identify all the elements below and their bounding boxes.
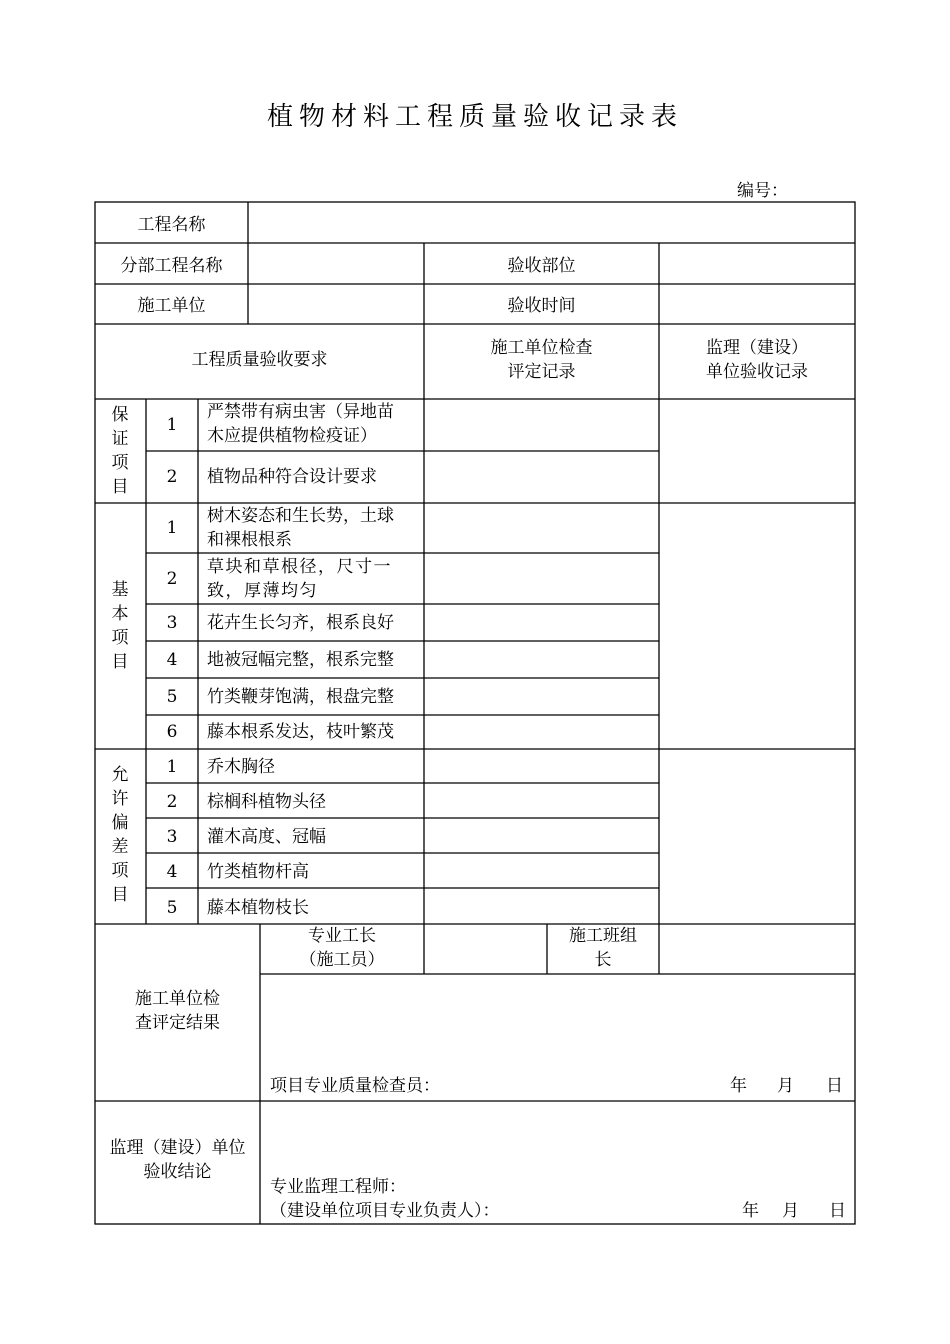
owner-representative-label: （建设单位项目专业负责人）： [270, 1201, 500, 1221]
supervisor-result-label-line2: 验收结论 [143, 1162, 212, 1182]
guarantee-item-text: 木应提供植物检疫证） [207, 426, 377, 446]
contractor-result-label-line1: 施工单位检 [135, 989, 220, 1009]
basic-item-no: 4 [166, 650, 178, 670]
project-name-field[interactable] [249, 203, 854, 242]
guarantee-item-no: 2 [166, 467, 178, 487]
team-leader-label-line2: 长 [594, 950, 612, 970]
supervising-engineer-label: 专业监理工程师： [270, 1177, 406, 1197]
contractor-result-label-line2: 查评定结果 [135, 1013, 220, 1033]
basic-item-no: 1 [166, 518, 178, 538]
basic-item-no: 6 [166, 722, 178, 742]
contractor-check-header-line2: 评定记录 [507, 362, 576, 382]
guarantee-item-text: 植物品种符合设计要求 [207, 467, 377, 487]
supervisor-header-line1: 监理（建设） [706, 338, 808, 358]
basic-item-text: 草块和草根径，尺寸一 [207, 557, 392, 577]
tolerance-item-text: 藤本植物枝长 [207, 898, 309, 918]
project-name-label: 工程名称 [137, 215, 206, 235]
basic-item-no: 3 [166, 613, 178, 633]
supervisor-result-label-line1: 监理（建设）单位 [109, 1138, 246, 1158]
basic-item-text: 致，厚薄均匀 [207, 581, 318, 601]
contractor-day-label: 日 [826, 1076, 843, 1096]
guarantee-item-no: 1 [166, 415, 178, 435]
supervisor-month-label: 月 [782, 1201, 799, 1221]
foreman-field[interactable] [425, 925, 546, 973]
tolerance-section-label: 允许偏差项目 [111, 765, 129, 905]
basic-item-text: 和裸根根系 [207, 530, 292, 550]
doc-number-label: 编号： [737, 181, 788, 201]
contractor-check-header-line1: 施工单位检查 [490, 338, 593, 358]
basic-item-text: 地被冠幅完整，根系完整 [207, 650, 394, 670]
accept-time-label: 验收时间 [507, 296, 576, 316]
basic-item-text: 藤本根系发达，枝叶繁茂 [207, 722, 394, 742]
foreman-label-line1: 专业工长 [308, 926, 376, 946]
basic-item-no: 2 [166, 569, 178, 589]
accept-time-field[interactable] [660, 285, 854, 323]
contractor-month-label: 月 [777, 1076, 794, 1096]
guarantee-item-text: 严禁带有病虫害（异地苗 [207, 402, 394, 422]
page-title: 植物材料工程质量验收记录表 [266, 102, 683, 132]
tolerance-item-no: 5 [166, 898, 178, 918]
requirements-header: 工程质量验收要求 [191, 350, 328, 370]
basic-item-text: 竹类鞭芽饱满，根盘完整 [207, 687, 394, 707]
sub-project-field[interactable] [249, 244, 423, 283]
tolerance-item-no: 4 [166, 862, 178, 882]
tolerance-item-no: 3 [166, 827, 178, 847]
supervisor-year-label: 年 [742, 1201, 759, 1221]
accept-location-label: 验收部位 [507, 256, 576, 276]
tolerance-item-no: 1 [166, 757, 178, 777]
team-leader-field[interactable] [660, 925, 854, 973]
team-leader-label-line1: 施工班组 [569, 926, 637, 946]
basic-section-label: 基本项目 [111, 580, 129, 672]
basic-item-text: 花卉生长匀齐，根系良好 [207, 613, 394, 633]
tolerance-item-text: 灌木高度、冠幅 [207, 827, 326, 847]
foreman-label-line2: （施工员） [299, 950, 385, 970]
contractor-field[interactable] [249, 285, 423, 323]
tolerance-item-text: 乔木胸径 [207, 757, 275, 777]
supervisor-day-label: 日 [829, 1201, 846, 1221]
tolerance-item-text: 棕榈科植物头径 [207, 792, 326, 812]
basic-item-no: 5 [166, 687, 178, 707]
tolerance-item-text: 竹类植物杆高 [207, 862, 309, 882]
quality-inspector-label: 项目专业质量检查员： [270, 1076, 440, 1096]
guarantee-section-label: 保证项目 [111, 405, 129, 497]
basic-item-text: 树木姿态和生长势，土球 [207, 506, 394, 526]
contractor-year-label: 年 [730, 1076, 747, 1096]
contractor-label: 施工单位 [137, 296, 206, 316]
supervisor-header-line2: 单位验收记录 [706, 362, 808, 382]
sub-project-label: 分部工程名称 [120, 256, 223, 276]
accept-location-field[interactable] [660, 244, 854, 283]
tolerance-item-no: 2 [166, 792, 178, 812]
